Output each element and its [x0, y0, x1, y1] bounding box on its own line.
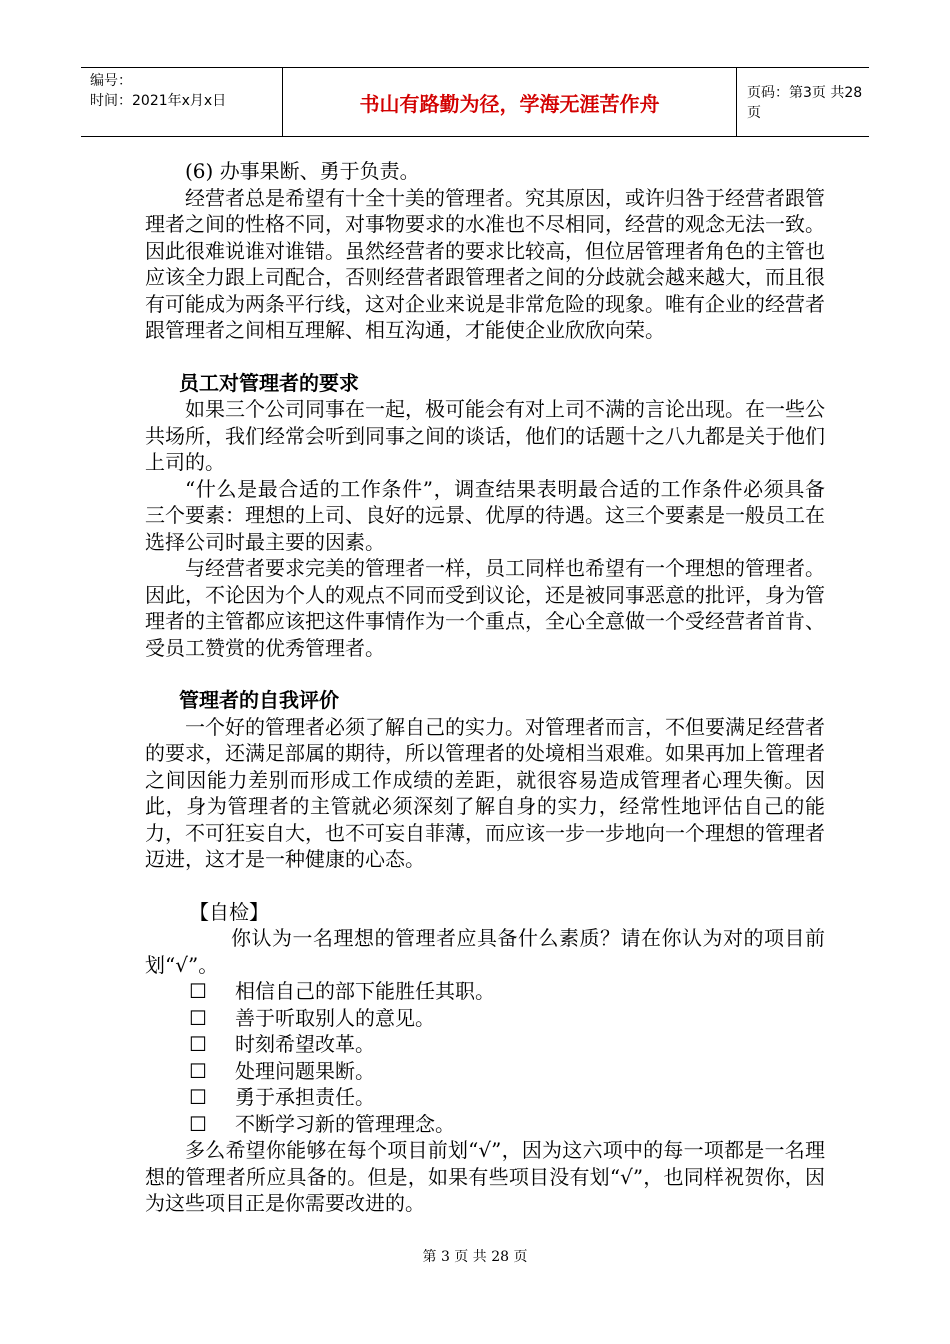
checkbox-icon[interactable]: ☐ — [189, 1005, 207, 1030]
checkbox-icon[interactable]: ☐ — [189, 979, 207, 1003]
page-header — [81, 67, 869, 137]
page-footer: 第 3 页 共 28 页 — [422, 1249, 528, 1265]
self-check-label: 【自检】 — [189, 899, 269, 924]
paragraph: 一个好的管理者必须了解自己的实力。对管理者而言，不但要满足经营者的要求，还满足部属的期待，所以管理者的处境相当艰难。如果再加上管理者之间因能力差别而形成工作成绩的差距，就很容易造成管理者心理失衡。因此，身为管理者的主管就必须深刻了解自身的实力，经常性地评估自己的能力，不可狂妄自大，也不可妄自菲薄，而应该一步一步地向一个理想的管理者迈进，这才是一种健康的心态。 — [145, 714, 825, 871]
paragraph: 多么希望你能够在每个项目前划“√”，因为这六项中的每一项都是一名理想的管理者所应具备的。但是，如果有些项目没有划“√”，也同样祝贺你，因为这些项目正是你需要改进的。 — [145, 1138, 825, 1215]
header-motto: 书山有路勤为径，学海无涯苦作舟 — [283, 68, 737, 136]
paragraph: 如果三个公司同事在一起，极可能会有对上司不满的言论出现。在一些公共场所，我们经常会听到同事之间的谈话，他们的话题十之八九都是关于他们上司的。 — [145, 397, 825, 474]
checkbox-icon[interactable]: ☐ — [189, 1058, 207, 1083]
document-body — [145, 158, 825, 1217]
checkbox-icon[interactable]: ☐ — [189, 1085, 207, 1109]
document-date: 时间：2021年x月x日 — [90, 93, 227, 109]
section-heading: 员工对管理者的要求 — [179, 370, 359, 395]
header-page-number: 页码：第3页 共28页 — [747, 85, 863, 121]
section-heading: 管理者的自我评价 — [179, 688, 339, 712]
checklist-item: ☐ 勇于承担责任。 — [189, 1085, 375, 1109]
checklist-item: ☐ 处理问题果断。 — [189, 1058, 375, 1083]
checklist-item: ☐ 时刻希望改革。 — [189, 1032, 375, 1056]
checkbox-icon[interactable]: ☐ — [189, 1111, 207, 1136]
paragraph: 与经营者要求完美的管理者一样，员工同样也希望有一个理想的管理者。因此，不论因为个人的观点不同而受到议论，还是被同事恶意的批评，身为管理者的主管都应该把这件事情作为一个重点，全心全意做一个受经营者首肯、受员工赞赏的优秀管理者。 — [145, 556, 825, 660]
paragraph: 经营者总是希望有十全十美的管理者。究其原因，或许归咎于经营者跟管理者之间的性格不同，对事物要求的水准也不尽相同，经营的观念无法一致。因此很难说谁对谁错。虽然经营者的要求比较高，但位居管理者角色的主管也应该全力跟上司配合，否则经营者跟管理者之间的分歧就会越来越大，而且很有可能成为两条平行线，这对企业来说是非常危险的现象。唯有企业的经营者跟管理者之间相互理解、相互沟通，才能使企业欣欣向荣。 — [145, 185, 825, 342]
checklist-item: ☐ 不断学习新的管理理念。 — [189, 1111, 455, 1136]
checkbox-icon[interactable]: ☐ — [189, 1032, 207, 1056]
checklist-item: ☐ 善于听取别人的意见。 — [189, 1005, 435, 1030]
question-text: 你认为一名理想的管理者应具备什么素质？请在你认为对的项目前划“√”。 — [145, 926, 825, 977]
header-meta — [81, 68, 283, 136]
paragraph: (6) 办事果断、勇于负责。 — [185, 159, 420, 183]
document-number: 编号： — [90, 73, 132, 89]
paragraph: “什么是最合适的工作条件”，调查结果表明最合适的工作条件必须具备三个要素：理想的上司、良好的远景、优厚的待遇。这三个要素是一般员工在选择公司时最主要的因素。 — [145, 476, 825, 554]
checklist-item: ☐ 相信自己的部下能胜任其职。 — [189, 979, 495, 1003]
